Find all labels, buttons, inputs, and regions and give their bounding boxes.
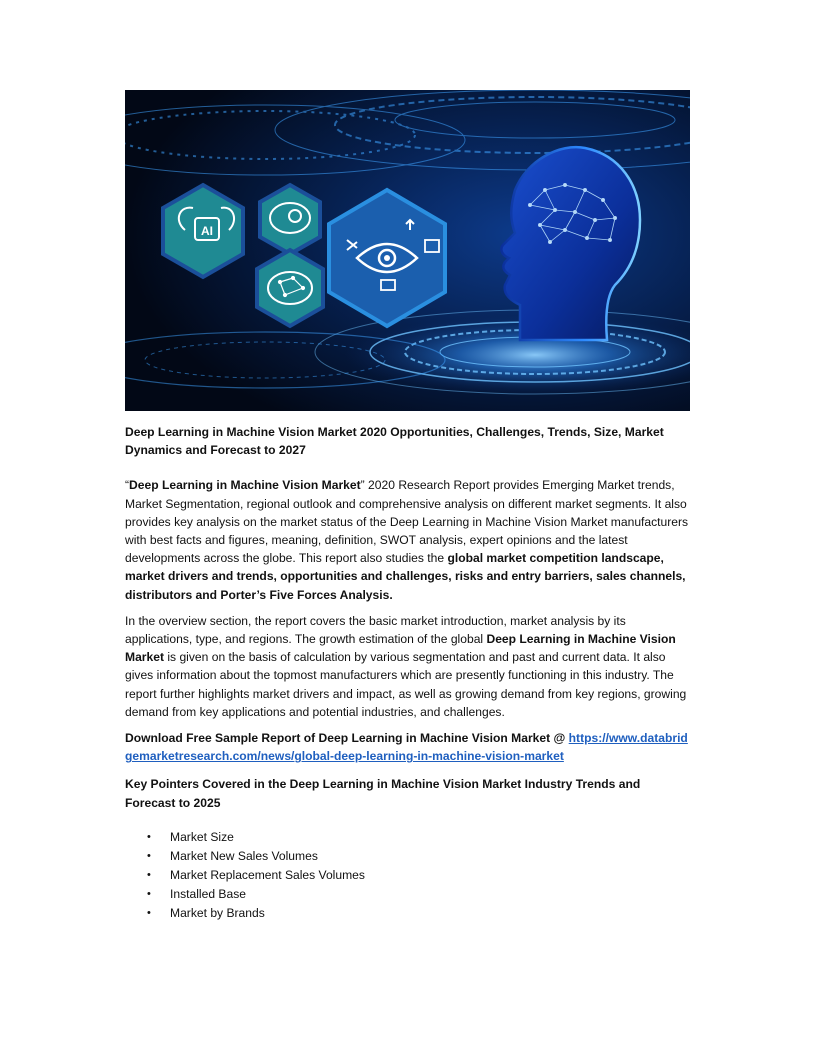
market-name-bold: Deep Learning in Machine Vision Market bbox=[129, 478, 361, 493]
bullet-icon: • bbox=[147, 849, 151, 862]
list-item bbox=[125, 828, 691, 847]
overview-paragraph bbox=[125, 612, 691, 721]
download-label: Download Free Sample Report of Deep Learning in Machine Vision Market @ bbox=[125, 731, 569, 746]
bullet-icon: • bbox=[147, 830, 151, 843]
list-item bbox=[125, 847, 691, 866]
intro-text: ” 2020 Research Report provides Emerging Market trends, Market Segmentation, regional outlook and comprehensive analysis on different market segments. It also provides key analysis on the market status of the Deep Learning in Machine Vision Market manufacturers with best facts and figures, meaning, definition, SWOT analysis, expert opinions and the latest developments across the globe. This report also studies the bbox=[125, 478, 689, 566]
key-pointers-title: Key Pointers Covered in the Deep Learning in Machine Vision Market Industry Trends and Forecast to 2025 bbox=[125, 777, 641, 810]
hero-image bbox=[125, 90, 690, 411]
ai-chip-brain-icon bbox=[163, 185, 243, 277]
bullet-icon: • bbox=[147, 887, 151, 900]
ai-vision-illustration bbox=[125, 90, 690, 411]
download-section bbox=[125, 729, 691, 765]
list-item-text: Installed Base bbox=[170, 886, 246, 901]
neural-brain-icon bbox=[257, 250, 323, 326]
intro-bold-summary: global market competition landscape, market drivers and trends, opportunities and challenges, risks and entry barriers, sales channels, distributors and Porter’s Five Forces Analysis. bbox=[125, 551, 686, 602]
list-item-text: Market Size bbox=[170, 829, 234, 844]
overview-text-a: In the overview section, the report covers the basic market introduction, market analysis by its applications, type, and regions. The growth estimation of the global bbox=[125, 613, 626, 647]
bullet-icon: • bbox=[147, 868, 151, 881]
list-item bbox=[125, 904, 691, 923]
overview-text-c: is given on the basis of calculation by various segmentation and past and current data. It also gives information about the topmost manufacturers which are presently functioning in this industry. The report further highlights market drivers and impact, as well as growing demand from key regions, growing demand from key applications and potential industries, and challenges. bbox=[125, 650, 687, 719]
article-title: Deep Learning in Machine Vision Market 2020 Opportunities, Challenges, Trends, Size, Market Dynamics and Forecast to 2027 bbox=[125, 425, 664, 458]
key-pointers-list bbox=[125, 828, 691, 923]
chip-label: AI bbox=[201, 224, 213, 238]
intro-paragraph bbox=[125, 476, 691, 603]
list-item-text: Market Replacement Sales Volumes bbox=[170, 867, 365, 882]
list-item bbox=[125, 885, 691, 904]
sample-report-link[interactable]: https://www.databridgemarketresearch.com/news/global-deep-learning-in-machine-vision-market bbox=[125, 731, 688, 764]
overview-market-bold: Deep Learning in Machine Vision Market bbox=[125, 632, 676, 665]
list-item-text: Market by Brands bbox=[170, 905, 265, 920]
list-item bbox=[125, 866, 691, 885]
article-body bbox=[125, 423, 691, 923]
gear-brain-icon bbox=[260, 185, 320, 254]
list-item-text: Market New Sales Volumes bbox=[170, 848, 318, 863]
bullet-icon: • bbox=[147, 906, 151, 919]
open-quote: “ bbox=[125, 478, 130, 493]
